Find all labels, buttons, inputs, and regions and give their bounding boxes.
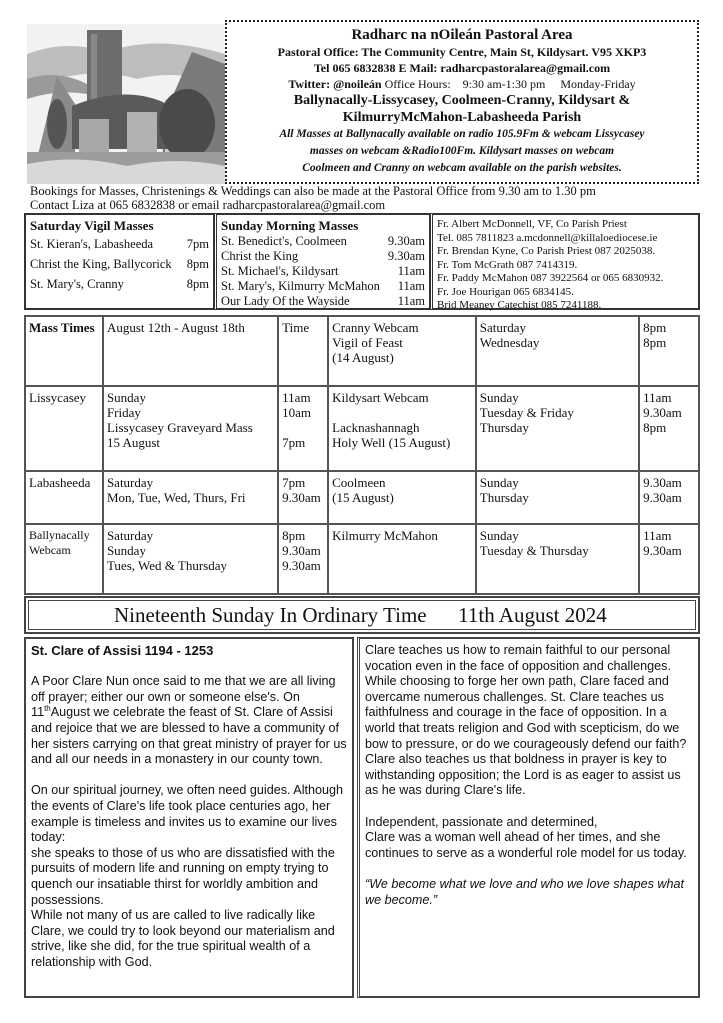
cell-line: 11am bbox=[643, 390, 672, 405]
clergy-line: Fr. Paddy McMahon 087 3922564 or 065 6830932. bbox=[437, 272, 664, 284]
cell-line: 9.30am bbox=[282, 490, 321, 505]
abbey-sketch-image bbox=[27, 24, 225, 184]
location-cell bbox=[328, 524, 476, 594]
church-name: St. Benedict's, Coolmeen bbox=[221, 234, 347, 248]
table-row bbox=[25, 386, 699, 471]
cell-line: Kilmurry McMahon bbox=[332, 528, 438, 543]
cell-line: 9.30am bbox=[643, 490, 682, 505]
article-paragraph bbox=[31, 674, 347, 768]
clergy-line: Brid Meaney Catechist 085 7241188. bbox=[437, 299, 602, 311]
place-cell bbox=[25, 471, 103, 524]
cell-line: 8pm bbox=[643, 335, 667, 350]
cell-line: 7pm bbox=[282, 435, 306, 450]
cell-line: (15 August) bbox=[332, 490, 394, 505]
days-cell bbox=[476, 471, 639, 524]
clergy-line: Fr. Tom McGrath 087 7414319. bbox=[437, 258, 578, 271]
location-cell bbox=[328, 316, 476, 386]
cell-line: 8pm bbox=[643, 320, 667, 335]
cell-line: Saturday bbox=[106, 528, 154, 543]
bookings-line-1: Bookings for Masses, Christenings & Weddings can also be made at the Pastoral Office from 9.30 am to 1.30 pm bbox=[30, 184, 596, 198]
text-run: A Poor Clare Nun once said to me that we are all living off prayer; either our own or someone else's. On 11 bbox=[31, 674, 336, 720]
mass-time: 8pm bbox=[186, 277, 209, 291]
cell-line: Holy Well (15 August) bbox=[332, 435, 451, 450]
mass-entry bbox=[30, 254, 209, 274]
times-cell bbox=[639, 471, 699, 524]
clergy-contacts-box bbox=[430, 213, 700, 310]
cell-line: Thursday bbox=[479, 420, 529, 435]
date-range: August 12th - August 18th bbox=[103, 316, 278, 386]
cell-line: 8pm bbox=[282, 528, 306, 543]
times-cell bbox=[639, 316, 699, 386]
bookings-line-2: Contact Liza at 065 6832838 or email radharcpastoralarea@gmail.com bbox=[30, 198, 386, 212]
cell-line: Tuesday & Friday bbox=[479, 405, 574, 420]
location-cell bbox=[328, 386, 476, 471]
clergy-line: Fr. Brendan Kyne, Co Parish Priest 087 2025038. bbox=[437, 245, 656, 257]
times-cell bbox=[278, 386, 328, 471]
cell-line: Coolmeen bbox=[332, 475, 386, 490]
cell-line: Saturday bbox=[479, 320, 526, 335]
bookings-notice bbox=[30, 184, 596, 212]
cell-line: 7pm bbox=[282, 475, 306, 490]
cell-line: Ballynacally bbox=[29, 528, 90, 542]
cell-line bbox=[332, 405, 472, 420]
days-cell bbox=[476, 386, 639, 471]
broadcast-info-line-1: All Masses at Ballynacally available on radio 105.9Fm & webcam Lissycasey bbox=[279, 128, 645, 140]
cell-line: (14 August) bbox=[332, 350, 394, 365]
table-row bbox=[25, 471, 699, 524]
article-paragraph: Clare teaches us how to remain faithful to our personal vocation even in the face of opposition and challenges. While choosing to forge her own path, Clare faced and overcame numerous challenges. St. Clare teaches us faithfulness and courage in the face of opposition. In a world that treats religion and God with scepticism, do we bow to pressure, or do we courageously defend our faith? Clare also teaches us that boldness in prayer is key to withstanding opposition; the Lord is as eager to assist us as he was during Clare's life. bbox=[365, 643, 687, 798]
cell-line: 11am bbox=[282, 390, 311, 405]
parish-names-line-1: Ballynacally-Lissycasey, Coolmeen-Cranny, Kildysart & bbox=[293, 93, 631, 108]
cell-line: 9.30am bbox=[643, 405, 682, 420]
clergy-line: Fr. Albert McDonnell, VF, Co Parish Priest bbox=[437, 218, 627, 230]
cell-line bbox=[282, 420, 324, 435]
mass-times-label: Mass Times bbox=[25, 316, 103, 386]
article-paragraph: While not many of us are called to live radically like Clare, we could try to look beyond our materialism and strive, like she did, for the true spiritual wealth of a relationship with God. bbox=[31, 908, 335, 969]
cell-line: Labasheeda bbox=[29, 475, 91, 490]
parish-names-line-2: KilmurryMcMahon-Labasheeda Parish bbox=[342, 110, 582, 125]
liturgical-title-banner bbox=[24, 596, 700, 634]
cell-line: 9.30am bbox=[282, 558, 321, 573]
cell-line: 9.30am bbox=[282, 543, 321, 558]
cell-line: Thursday bbox=[479, 490, 529, 505]
cell-line: Vigil of Feast bbox=[332, 335, 403, 350]
ordinal-suffix: th bbox=[44, 704, 51, 714]
place-cell bbox=[25, 524, 103, 594]
church-name: St. Kieran's, Labasheeda bbox=[30, 237, 154, 251]
broadcast-info-line-3: Coolmeen and Cranny on webcam available on the parish websites. bbox=[302, 162, 622, 174]
church-name: St. Michael's, Kildysart bbox=[221, 264, 339, 278]
time-column-header: Time bbox=[278, 316, 328, 386]
cell-line: Wednesday bbox=[479, 335, 540, 350]
mass-entry bbox=[221, 234, 425, 249]
days-cell bbox=[476, 316, 639, 386]
cell-line: Tues, Wed & Thursday bbox=[106, 558, 227, 573]
cell-line: Lissycasey Graveyard Mass bbox=[106, 420, 253, 435]
cell-line: Lacknashannagh bbox=[332, 420, 420, 435]
cell-line: Sunday bbox=[106, 543, 146, 558]
bulletin-date: 11th August 2024 bbox=[458, 603, 607, 627]
mass-time: 8pm bbox=[186, 257, 209, 271]
cell-line: Tuesday & Thursday bbox=[479, 543, 589, 558]
cell-line: Saturday bbox=[106, 475, 154, 490]
saturday-vigil-box bbox=[24, 213, 214, 310]
office-address: Pastoral Office: The Community Centre, Main St, Kildysart. V95 XKP3 bbox=[277, 45, 647, 59]
mass-time: 9.30am bbox=[387, 234, 425, 248]
mass-time: 9.30am bbox=[387, 249, 425, 263]
church-name: Christ the King bbox=[221, 249, 299, 263]
mass-entry bbox=[30, 234, 209, 254]
cell-line: Webcam bbox=[29, 543, 71, 557]
cell-line: 8pm bbox=[643, 420, 667, 435]
church-name: St. Mary's, Cranny bbox=[30, 277, 124, 291]
mass-time: 7pm bbox=[186, 237, 209, 251]
cell-line: Cranny Webcam bbox=[332, 320, 419, 335]
text-run: Independent, passionate and determined, bbox=[365, 814, 598, 829]
office-hours-time: 9:30 am-1:30 pm bbox=[462, 77, 546, 91]
mass-entry bbox=[30, 274, 209, 294]
twitter-handle: Twitter: @noileán bbox=[288, 77, 382, 91]
place-cell bbox=[25, 386, 103, 471]
days-cell bbox=[103, 524, 278, 594]
twitter-and-hours bbox=[227, 76, 697, 92]
times-cell bbox=[278, 471, 328, 524]
sunday-morning-box bbox=[214, 213, 430, 310]
article-left-column bbox=[24, 637, 354, 998]
church-name: St. Mary's, Kilmurry McMahon bbox=[221, 279, 380, 293]
times-cell bbox=[639, 386, 699, 471]
text-run: August we celebrate the feast of St. Clare of Assisi and rejoice that we are blessed to have a community of her sisters carrying on that great ministry of prayer for us and all our needs in a monastery in our county town. bbox=[31, 705, 347, 767]
church-name: Christ the King, Ballycorick bbox=[30, 257, 172, 271]
days-cell bbox=[476, 524, 639, 594]
cell-line: Kildysart Webcam bbox=[332, 390, 429, 405]
cell-line: 9.30am bbox=[643, 543, 682, 558]
mass-entry bbox=[221, 249, 425, 264]
cell-line: 10am bbox=[282, 405, 312, 420]
days-cell bbox=[103, 471, 278, 524]
mass-entry bbox=[221, 264, 425, 279]
clergy-line: Fr. Joe Hourigan 065 6834145. bbox=[437, 285, 574, 298]
cell-line: Lissycasey bbox=[29, 390, 87, 405]
article-paragraph bbox=[365, 815, 693, 862]
cell-line: Sunday bbox=[479, 528, 519, 543]
days-cell bbox=[103, 386, 278, 471]
times-cell bbox=[278, 524, 328, 594]
times-cell bbox=[639, 524, 699, 594]
article-right-column bbox=[357, 637, 700, 998]
office-hours-label: Office Hours: bbox=[384, 77, 451, 91]
cell-line: 15 August bbox=[106, 435, 161, 450]
cell-line: Sunday bbox=[106, 390, 146, 405]
saturday-vigil-heading: Saturday Vigil Masses bbox=[30, 218, 154, 233]
mass-times-table bbox=[24, 315, 700, 595]
cell-line: Mon, Tue, Wed, Thurs, Fri bbox=[106, 490, 246, 505]
liturgical-day: Nineteenth Sunday In Ordinary Time bbox=[114, 603, 427, 627]
cell-line: Sunday bbox=[479, 390, 519, 405]
pastoral-info-box bbox=[225, 20, 699, 184]
cell-line: 11am bbox=[643, 528, 672, 543]
article-paragraph: On our spiritual journey, we often need guides. Although the events of Clare's life took place centuries ago, her example is timeless and invites us to examine our lives today: bbox=[31, 783, 344, 845]
article-heading: St. Clare of Assisi 1194 - 1253 bbox=[31, 643, 214, 658]
mass-entry bbox=[221, 279, 425, 294]
location-cell bbox=[328, 471, 476, 524]
table-header-row bbox=[25, 316, 699, 386]
table-row bbox=[25, 524, 699, 594]
sunday-morning-heading: Sunday Morning Masses bbox=[221, 218, 359, 233]
text-run: Clare was a woman well ahead of her times, and she continues to serve as a wonderful role model for us today. bbox=[365, 830, 687, 860]
closing-quote: “We become what we love and who we love shapes what we become.” bbox=[365, 876, 684, 907]
broadcast-info-line-2: masses on webcam &Radio100Fm. Kildysart masses on webcam bbox=[309, 145, 615, 157]
article-paragraph: she speaks to those of us who are dissatisfied with the pursuits of modern life and running on empty trying to quench our insatiable thirst for worldly ambition and possessions. bbox=[31, 845, 335, 907]
cell-line: Sunday bbox=[479, 475, 519, 490]
mass-time: 11am bbox=[397, 279, 425, 293]
office-hours-days: Monday-Friday bbox=[560, 77, 636, 91]
cell-line: Friday bbox=[106, 405, 141, 420]
pastoral-area-title: Radharc na nOileán Pastoral Area bbox=[351, 27, 573, 43]
clergy-line: Tel. 085 7811823 a.mcdonnell@killaloediocese.ie bbox=[437, 231, 658, 244]
weekend-masses-row bbox=[24, 213, 700, 310]
church-name: Our Lady Of the Wayside bbox=[221, 294, 350, 308]
office-contact: Tel 065 6832838 E Mail: radharcpastoralarea@gmail.com bbox=[313, 61, 611, 75]
mass-entry bbox=[221, 294, 425, 309]
mass-time: 11am bbox=[397, 294, 425, 308]
cell-line: 9.30am bbox=[643, 475, 682, 490]
mass-time: 11am bbox=[397, 264, 425, 278]
